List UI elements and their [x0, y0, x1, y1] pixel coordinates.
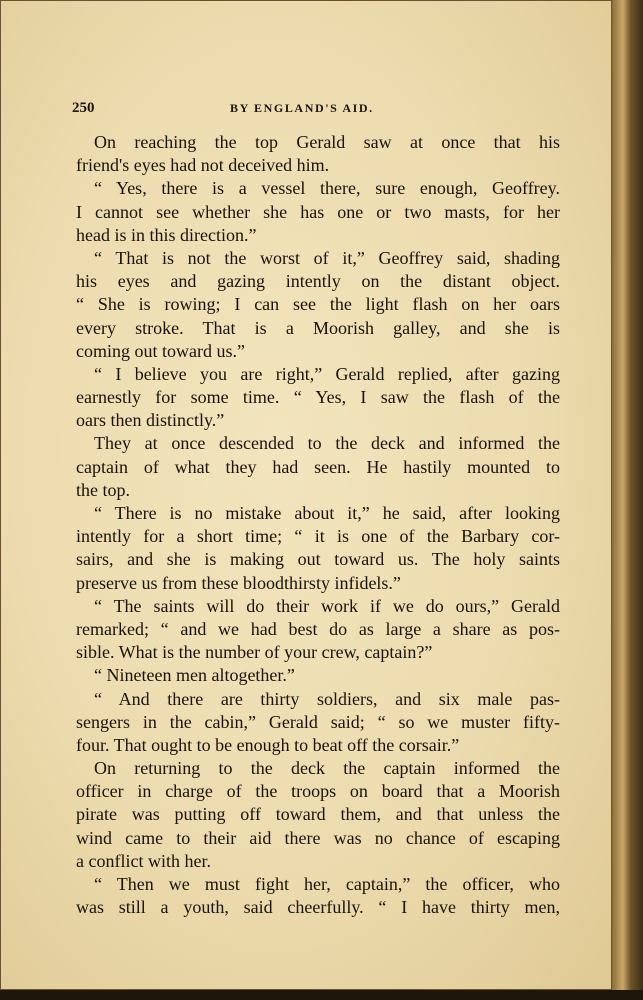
running-head: BY ENGLAND'S AID.	[230, 101, 374, 115]
body-text	[76, 131, 560, 919]
text-line: sengers in the cabin,” Gerald said; “ so we muster fifty-	[76, 711, 560, 732]
text-line: oars then distinctly.”	[76, 410, 225, 431]
text-line: “ I believe you are right,” Gerald replied, after gazing	[94, 363, 560, 384]
text-line: remarked; “ and we had best do as large a share as pos-	[76, 618, 560, 639]
text-line: his eyes and gazing intently on the distant object.	[76, 271, 560, 292]
page-bottom-edge	[0, 990, 643, 1000]
text-line: earnestly for some time. “ Yes, I saw the flash of the	[76, 387, 560, 408]
text-line: “ That is not the worst of it,” Geoffrey said, shading	[94, 247, 560, 268]
text-line: “ The saints will do their work if we do ours,” Gerald	[94, 595, 560, 616]
text-line: a conflict with her.	[76, 850, 211, 871]
page-header	[72, 100, 562, 120]
text-line: officer in charge of the troops on board that a Moorish	[76, 781, 560, 802]
text-line: On returning to the deck the captain informed the	[94, 758, 560, 779]
text-line: They at once descended to the deck and informed the	[94, 433, 560, 454]
page-edge	[612, 0, 643, 990]
text-line: “ Then we must fight her, captain,” the officer, who	[94, 874, 560, 894]
text-line: I cannot see whether she has one or two masts, for her	[76, 201, 560, 222]
text-line: head is in this direction.”	[76, 224, 257, 245]
text-line: “ Nineteen men altogether.”	[94, 665, 295, 686]
text-line: sairs, and she is making out toward us. The holy saints	[76, 549, 560, 570]
text-line: coming out toward us.”	[76, 340, 245, 361]
text-line: On reaching the top Gerald saw at once that his	[94, 132, 560, 152]
page-number: 250	[72, 100, 95, 116]
text-line: intently for a short time; “ it is one of the Barbary cor-	[76, 526, 560, 547]
text-line: wind came to their aid there was no chance of escaping	[76, 827, 560, 848]
text-line: every stroke. That is a Moorish galley, and she is	[76, 317, 560, 338]
text-line: “ And there are thirty soldiers, and six male pas-	[94, 688, 560, 709]
text-line: sible. What is the number of your crew, captain?”	[76, 642, 433, 663]
text-line: the top.	[76, 479, 130, 500]
text-line: “ Yes, there is a vessel there, sure enough, Geoffrey.	[94, 178, 560, 199]
text-line: four. That ought to be enough to beat off the corsair.”	[76, 734, 460, 755]
text-line: “ She is rowing; I can see the light flash on her oars	[76, 294, 560, 315]
text-line: “ There is no mistake about it,” he said, after looking	[94, 503, 560, 523]
text-line: preserve us from these bloodthirsty infidels.”	[76, 572, 401, 593]
text-line: captain of what they had seen. He hastily mounted to	[76, 456, 560, 477]
text-line: was still a youth, said cheerfully. “ I have thirty men,	[76, 897, 560, 918]
text-line: pirate was putting off toward them, and that unless the	[76, 804, 560, 825]
text-line: friend's eyes had not deceived him.	[76, 155, 330, 176]
